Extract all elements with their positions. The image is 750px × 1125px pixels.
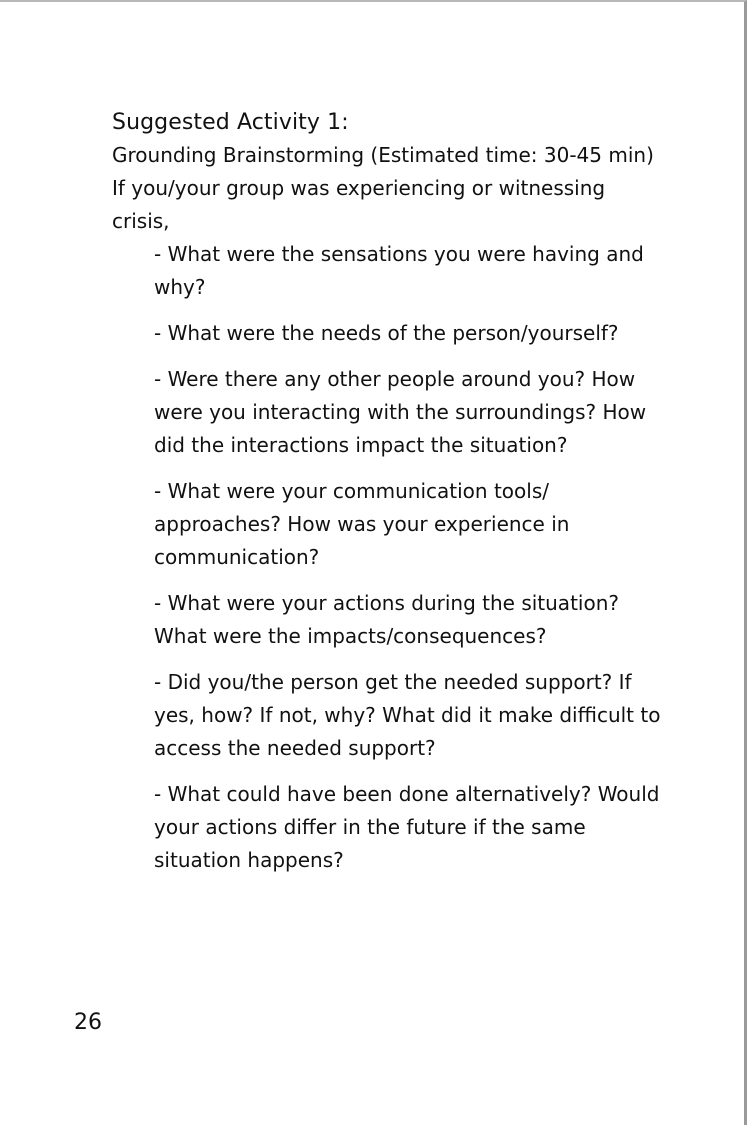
question-item: - What were your actions during the situation? What were the impacts/consequences?: [154, 591, 619, 648]
activity-heading: Suggested Activity 1:: [112, 110, 349, 135]
question-list: [112, 238, 672, 877]
question-item: - What were your communication tools/ approaches? How was your experience in communication?: [154, 479, 570, 569]
question-item: - What could have been done alternatively? Would your actions differ in the future if the same situation happens?: [154, 782, 660, 872]
question-item: - What were the needs of the person/yourself?: [154, 321, 619, 345]
question-item: - Were there any other people around you? How were you interacting with the surroundings? How did the interactions impact the situation?: [154, 367, 647, 457]
activity-prompt: If you/your group was experiencing or witnessing crisis,: [112, 176, 606, 233]
activity-section: [112, 106, 672, 890]
question-item: - Did you/the person get the needed support? If yes, how? If not, why? What did it make difficult to access the needed support?: [154, 670, 661, 760]
page-number: 26: [74, 1010, 102, 1035]
question-item: - What were the sensations you were having and why?: [154, 242, 644, 299]
activity-subtitle: Grounding Brainstorming (Estimated time: 30-45 min): [112, 143, 654, 167]
